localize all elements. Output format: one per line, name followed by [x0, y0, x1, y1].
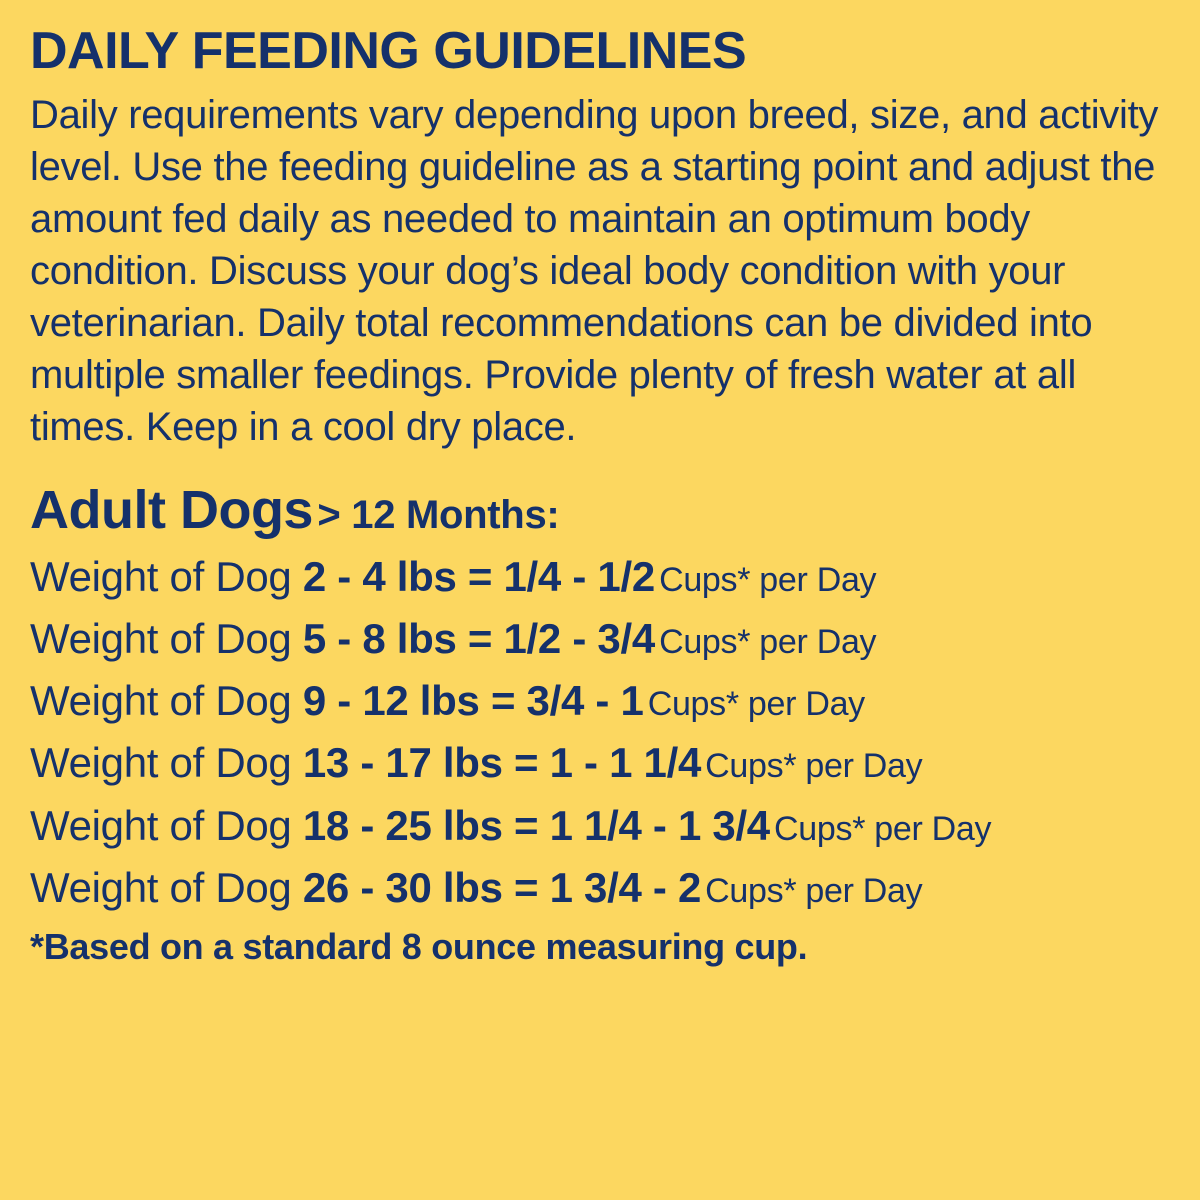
row-weight-amount: 5 - 8 lbs = 1/2 - 3/4: [302, 615, 655, 663]
page-title: DAILY FEEDING GUIDELINES: [30, 22, 747, 80]
row-label: Weight of Dog: [30, 863, 303, 911]
table-row: [30, 608, 1170, 670]
table-row: [30, 795, 1170, 857]
table-row: [30, 857, 1170, 919]
row-weight-amount: 26 - 30 lbs = 1 3/4 - 2: [302, 863, 702, 911]
table-row: [30, 670, 1170, 732]
adult-dogs-heading: [30, 481, 1170, 540]
table-row: [30, 546, 1170, 608]
feeding-table: [30, 546, 1170, 919]
row-label: Weight of Dog: [30, 801, 303, 849]
row-unit: Cups* per Day: [659, 623, 877, 662]
row-label: Weight of Dog: [30, 552, 303, 600]
row-weight-amount: 13 - 17 lbs = 1 - 1 1/4: [302, 739, 702, 787]
row-unit: Cups* per Day: [705, 871, 923, 910]
footnote: *Based on a standard 8 ounce measuring cup.: [30, 925, 808, 967]
row-weight-amount: 9 - 12 lbs = 3/4 - 1: [302, 677, 644, 725]
row-unit: Cups* per Day: [705, 747, 923, 786]
adult-dogs-heading-main: Adult Dogs: [30, 479, 313, 540]
row-unit: Cups* per Day: [774, 809, 992, 848]
row-label: Weight of Dog: [30, 739, 303, 787]
row-unit: Cups* per Day: [659, 560, 877, 599]
adult-dogs-heading-sub: > 12 Months:: [317, 492, 560, 537]
row-unit: Cups* per Day: [647, 685, 865, 724]
row-label: Weight of Dog: [30, 677, 303, 725]
intro-paragraph: Daily requirements vary depending upon breed, size, and activity level. Use the feeding guideline as a starting point and adjust the amount fed daily as needed to maintain an optimum body condition. Discuss your dog’s ideal body condition with your veterinarian. Daily total recommendations can be divided into multiple smaller feedings. Provide plenty of fresh water at all times. Keep in a cool dry place.: [30, 92, 1159, 449]
row-weight-amount: 18 - 25 lbs = 1 1/4 - 1 3/4: [302, 801, 770, 849]
row-weight-amount: 2 - 4 lbs = 1/4 - 1/2: [302, 552, 655, 600]
table-row: [30, 732, 1170, 794]
row-label: Weight of Dog: [30, 615, 303, 663]
